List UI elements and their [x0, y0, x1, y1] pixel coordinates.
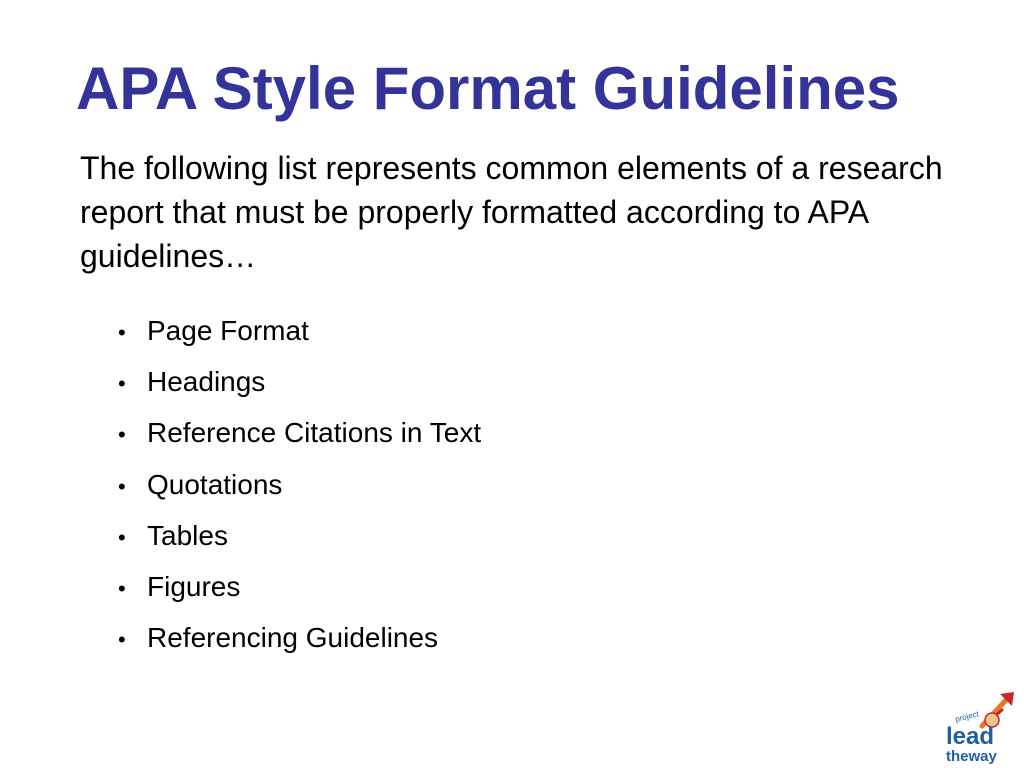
bullet-icon: •	[118, 627, 126, 653]
list-item	[118, 306, 818, 357]
intro-paragraph: The following list represents common elements of a research report that must be properly formatted according to APA guidelines…	[80, 150, 943, 274]
logo-word-lead: lead	[946, 723, 995, 750]
bullet-icon: •	[118, 320, 126, 345]
list-item	[118, 357, 818, 408]
bullet-icon: •	[118, 371, 126, 397]
logo-word-project: project	[954, 709, 980, 724]
bullet-icon: •	[118, 524, 126, 550]
list-item-label: Tables	[147, 519, 228, 551]
arrow-icon	[982, 692, 1014, 727]
slide-title: APA Style Format Guidelines	[76, 55, 900, 122]
list-item-label: Reference Citations in Text	[147, 417, 482, 449]
bullet-list	[118, 306, 818, 664]
bullet-icon: •	[118, 473, 126, 499]
list-item-label: Page Format	[147, 315, 309, 346]
bullet-icon: •	[118, 576, 126, 602]
list-item-label: Headings	[147, 366, 266, 398]
list-item	[118, 408, 818, 459]
list-item-label: Quotations	[147, 468, 283, 500]
project-lead-the-way-logo	[942, 686, 1020, 764]
list-item-label: Figures	[147, 571, 241, 603]
list-item	[118, 613, 818, 664]
list-item-label: Referencing Guidelines	[147, 622, 439, 654]
list-item	[118, 460, 818, 511]
bullet-icon: •	[118, 422, 126, 448]
list-item	[118, 562, 818, 613]
list-item	[118, 511, 818, 562]
logo-icon	[942, 686, 1020, 764]
logo-word-theway: theway	[946, 748, 997, 764]
